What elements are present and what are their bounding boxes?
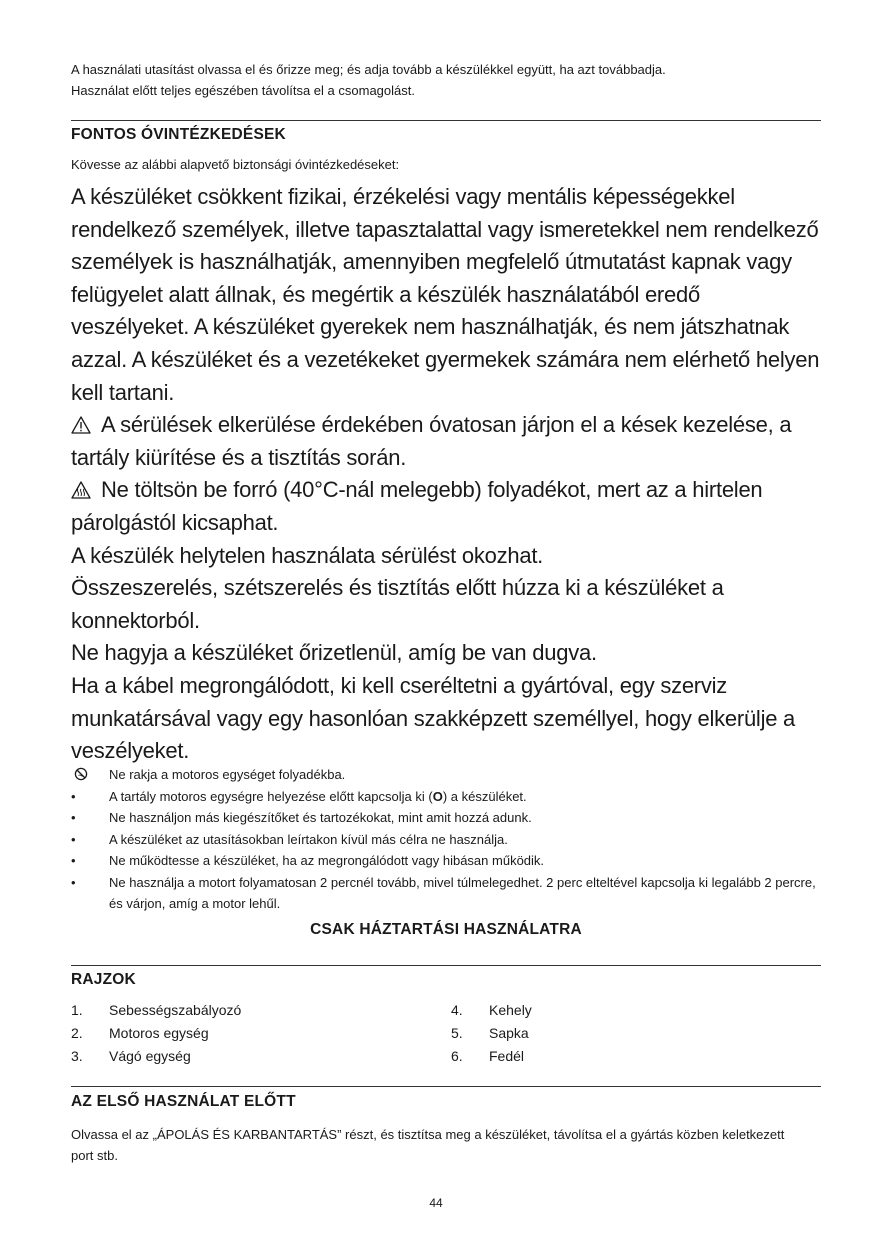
part-label: Sebességszabályozó: [109, 1002, 242, 1018]
bullet-marker: •: [71, 853, 76, 868]
part-item: [71, 999, 451, 1022]
part-item: [71, 1022, 451, 1045]
first-use-text: Olvassa el az „ÁPOLÁS ÉS KARBANTARTÁS” részt, és tisztítsa meg a készüléket, távolítsa el a gyártás közben keletkezett port stb.: [71, 1127, 785, 1163]
section-heading-drawings: RAJZOK: [71, 971, 136, 988]
list-item: [71, 872, 821, 915]
list-item: [71, 786, 821, 808]
off-symbol: O: [432, 788, 443, 804]
part-label: Fedél: [489, 1048, 525, 1064]
household-use-only: CSAK HÁZTARTÁSI HASZNÁLATRA: [310, 921, 582, 938]
safety-list: [71, 764, 821, 915]
list-item-text-end: ) a készüléket.: [442, 788, 527, 804]
safety-paragraph: A készüléket csökkent fizikai, érzékelési vagy mentális képességekkel rendelkező személyek, illetve tapasztalattal vagy ismeretekkel nem rendelkező személyek is használhatják, amennyiben megfelelő útmutatást kapnak vagy felügyelet alatt állnak, és megértik a készülék használatából eredő veszélyeket. A készüléket gyerekek nem használhatják, és nem játszhatnak azzal. A készüléket és a vezetékeket gyermekek számára nem elérhető helyen kell tartani.: [71, 184, 820, 405]
bullet-marker: •: [71, 810, 76, 825]
safety-paragraph-text: Ne töltsön be forró (40°C-nál melegebb) folyadékot, mert az a hirtelen párolgástól kicsaphat.: [71, 477, 763, 535]
safety-paragraph: Ne hagyja a készüléket őrizetlenül, amíg be van dugva.: [71, 640, 597, 666]
part-number: 5.: [451, 1025, 463, 1041]
list-item: [71, 807, 821, 829]
part-number: 6.: [451, 1048, 463, 1064]
list-item-text: Ne működtesse a készüléket, ha az megrongálódott vagy hibásan működik.: [109, 853, 545, 868]
list-item-text: Ne rakja a motoros egységet folyadékba.: [109, 767, 346, 782]
part-item: [451, 999, 751, 1022]
section-divider: [71, 965, 821, 966]
safety-paragraphs: [71, 181, 821, 768]
page-number: 44: [429, 1196, 443, 1210]
prohibited-icon: [71, 767, 91, 781]
warning-triangle-icon: [71, 416, 91, 434]
part-label: Kehely: [489, 1002, 532, 1018]
list-item: [71, 850, 821, 872]
bullet-marker: •: [71, 831, 76, 847]
section-heading-safety: FONTOS ÓVINTÉZKEDÉSEK: [71, 126, 286, 143]
section-divider: [71, 1086, 821, 1087]
part-item: [71, 1045, 451, 1068]
list-item: [71, 764, 821, 786]
bullet-marker: •: [71, 788, 76, 804]
hot-surface-warning-icon: [71, 481, 91, 499]
safety-subheading: Kövesse az alábbi alapvető biztonsági óvintézkedéseket:: [71, 157, 400, 172]
safety-hot-paragraph: [71, 474, 821, 539]
list-item-text: Ne használja a motort folyamatosan 2 percnél tovább, mivel túlmelegedhet. 2 perc elteltével kapcsolja ki legalább 2 percre, és várjon, amíg a motor lehűl.: [109, 874, 816, 911]
safety-paragraph-text: A sérülések elkerülése érdekében óvatosan járjon el a kések kezelése, a tartály kiürítése és a tisztítás során.: [71, 412, 792, 470]
list-item-text: A készüléket az utasításokban leírtakon kívül más célra ne használja.: [109, 831, 508, 847]
part-number: 4.: [451, 1002, 463, 1018]
section-divider: [71, 120, 821, 121]
part-label: Sapka: [489, 1025, 529, 1041]
list-item: [71, 829, 821, 851]
part-label: Vágó egység: [109, 1048, 191, 1064]
bullet-marker: •: [71, 874, 76, 890]
part-item: [451, 1022, 751, 1045]
safety-warning-paragraph: [71, 409, 821, 474]
section-heading-first-use: AZ ELSŐ HASZNÁLAT ELŐTT: [71, 1093, 296, 1110]
list-item-text-start: A tartály motoros egységre helyezése előtt kapcsolja ki (: [109, 788, 433, 804]
parts-column-right: [451, 999, 751, 1068]
safety-paragraph: Összeszerelés, szétszerelés és tisztítás előtt húzza ki a készüléket a konnektorból.: [71, 575, 724, 633]
intro-line: A használati utasítást olvassa el és őrizze meg; és adja tovább a készülékkel együtt, ha azt továbbadja.: [71, 62, 666, 77]
safety-paragraph: A készülék helytelen használata sérülést okozhat.: [71, 542, 544, 568]
part-label: Motoros egység: [109, 1025, 209, 1041]
part-number: 1.: [71, 1002, 83, 1018]
list-item-text: [109, 789, 527, 804]
intro-text: [71, 59, 811, 101]
safety-paragraph: Ha a kábel megrongálódott, ki kell cseréltetni a gyártóval, egy szerviz munkatársával vagy egy hasonlóan szakképzett személlyel, hogy elkerülje a veszélyeket.: [71, 672, 796, 764]
parts-column-left: [71, 999, 451, 1068]
list-item-text: Ne használjon más kiegészítőket és tartozékokat, mint amit hozzá adunk.: [109, 810, 532, 825]
intro-line: Használat előtt teljes egészében távolítsa el a csomagolást.: [71, 83, 415, 98]
part-number: 2.: [71, 1025, 83, 1041]
part-number: 3.: [71, 1048, 83, 1064]
part-item: [451, 1045, 751, 1068]
